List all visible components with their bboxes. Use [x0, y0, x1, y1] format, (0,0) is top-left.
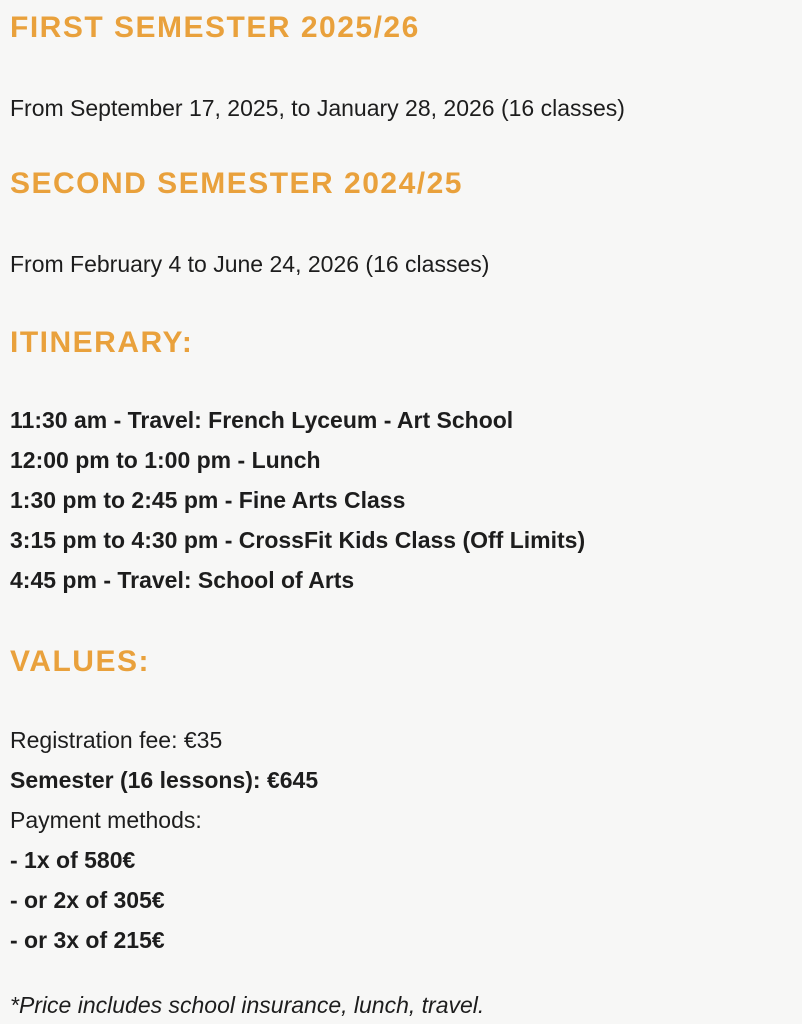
itinerary-item-lunch: 12:00 pm to 1:00 pm - Lunch: [10, 447, 321, 474]
payment-methods-label: Payment methods:: [10, 806, 202, 833]
payment-option-1x: - 1x of 580€: [10, 846, 136, 873]
values-list: [10, 720, 790, 960]
values-heading: VALUES:: [10, 645, 150, 679]
itinerary-item-crossfit-kids-class: 3:15 pm to 4:30 pm - CrossFit Kids Class (Off Limits): [10, 527, 586, 554]
itinerary-list: [10, 400, 790, 600]
payment-option-3x: - or 3x of 215€: [10, 926, 165, 953]
itinerary-item-travel-to-art-school: 11:30 am - Travel: French Lyceum - Art School: [10, 407, 514, 434]
itinerary-heading: ITINERARY:: [10, 325, 194, 359]
itinerary-item-fine-arts-class: 1:30 pm to 2:45 pm - Fine Arts Class: [10, 487, 406, 514]
semester-price: Semester (16 lessons): €645: [10, 766, 319, 793]
second-semester-dates: From February 4 to June 24, 2026 (16 classes): [10, 251, 490, 278]
payment-option-2x: - or 2x of 305€: [10, 886, 165, 913]
first-semester-heading: FIRST SEMESTER 2025/26: [10, 11, 420, 44]
itinerary-item-travel-school-of-arts: 4:45 pm - Travel: School of Arts: [10, 567, 355, 594]
first-semester-dates: From September 17, 2025, to January 28, 2026 (16 classes): [10, 94, 625, 121]
price-includes-note: *Price includes school insurance, lunch, travel.: [10, 991, 485, 1018]
second-semester-heading: SECOND SEMESTER 2024/25: [10, 166, 463, 200]
registration-fee: Registration fee: €35: [10, 726, 223, 753]
